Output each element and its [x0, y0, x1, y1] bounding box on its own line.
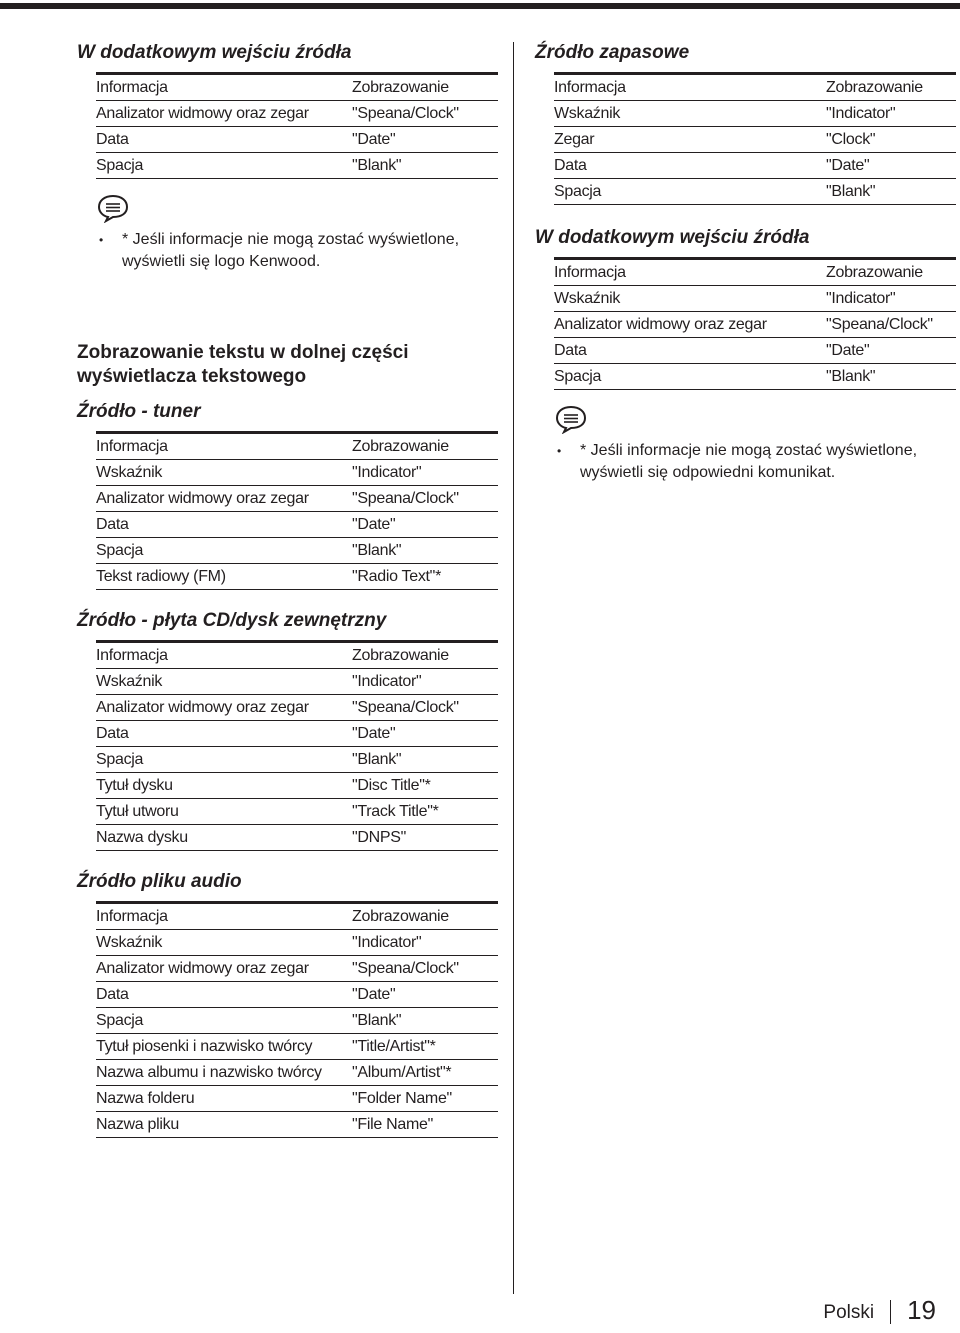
info-cell: Spacja: [96, 1008, 352, 1034]
table-aux-right: [554, 257, 956, 390]
table-row: [96, 773, 498, 799]
display-cell: "Date": [826, 153, 956, 179]
info-cell: Data: [96, 982, 352, 1008]
display-cell: "Blank": [826, 179, 956, 205]
display-cell: "Title/Artist"*: [352, 1034, 498, 1060]
info-cell: Analizator widmowy oraz zegar: [96, 486, 352, 512]
table-row: [96, 564, 498, 590]
section-title-tuner: Źródło - tuner: [77, 401, 201, 422]
info-cell: Spacja: [96, 747, 352, 773]
column-header-information: Informacja: [554, 259, 826, 286]
info-cell: Analizator widmowy oraz zegar: [96, 101, 352, 127]
table-aux: [96, 72, 498, 179]
note-item: [96, 229, 498, 273]
table-row: [96, 153, 498, 179]
table-header-row: [554, 74, 956, 101]
display-cell: "DNPS": [352, 825, 498, 851]
column-header-display: Zobrazowanie: [352, 903, 498, 930]
bullet: •: [99, 233, 104, 247]
info-cell: Data: [554, 153, 826, 179]
table-row: [96, 1008, 498, 1034]
display-cell: "Indicator": [826, 286, 956, 312]
table-row: [96, 1034, 498, 1060]
info-cell: Tytuł dysku: [96, 773, 352, 799]
note-icon: [554, 404, 588, 434]
table-row: [96, 538, 498, 564]
column-header-information: Informacja: [554, 74, 826, 101]
note-text: * Jeśli informacje nie mogą zostać wyświetlone, wyświetli się odpowiedni komunikat.: [580, 442, 918, 481]
display-cell: "Speana/Clock": [826, 312, 956, 338]
table-row: [96, 669, 498, 695]
info-cell: Zegar: [554, 127, 826, 153]
info-cell: Analizator widmowy oraz zegar: [96, 695, 352, 721]
info-cell: Nazwa albumu i nazwisko twórcy: [96, 1060, 352, 1086]
table-row: [96, 1086, 498, 1112]
display-cell: "Track Title"*: [352, 799, 498, 825]
note-item: [554, 440, 956, 484]
table-row: [96, 695, 498, 721]
table-row: [96, 930, 498, 956]
display-cell: "Indicator": [352, 669, 498, 695]
column-header-display: Zobrazowanie: [352, 74, 498, 101]
info-cell: Tekst radiowy (FM): [96, 564, 352, 590]
info-cell: Data: [96, 721, 352, 747]
column-header-information: Informacja: [96, 433, 352, 460]
column-header-information: Informacja: [96, 642, 352, 669]
table-row: [96, 512, 498, 538]
table-row: [554, 312, 956, 338]
table-row: [554, 364, 956, 390]
table-cd: [96, 640, 498, 851]
page-footer: [823, 1294, 936, 1324]
table-header-row: [96, 903, 498, 930]
display-cell: "Indicator": [826, 101, 956, 127]
info-cell: Wskaźnik: [96, 669, 352, 695]
display-cell: "Blank": [352, 153, 498, 179]
info-cell: Data: [554, 338, 826, 364]
info-cell: Data: [96, 127, 352, 153]
display-cell: "Speana/Clock": [352, 695, 498, 721]
section-title-cd: Źródło - płyta CD/dysk zewnętrzny: [77, 610, 387, 631]
info-cell: Wskaźnik: [554, 286, 826, 312]
section-title-audio-file: Źródło pliku audio: [77, 871, 242, 892]
section-heading: Zobrazowanie tekstu w dolnej części wyświetlacza tekstowego: [77, 342, 409, 387]
note-aux: [96, 193, 498, 273]
display-cell: "File Name": [352, 1112, 498, 1138]
footer-separator: [890, 1300, 891, 1324]
display-cell: "Blank": [352, 538, 498, 564]
table-row: [554, 127, 956, 153]
right-column: [535, 40, 956, 484]
display-cell: "Date": [352, 127, 498, 153]
display-cell: "Speana/Clock": [352, 101, 498, 127]
note-text: * Jeśli informacje nie mogą zostać wyświetlone, wyświetli się logo Kenwood.: [122, 231, 460, 270]
top-rule: [0, 3, 960, 9]
display-cell: "Folder Name": [352, 1086, 498, 1112]
column-header-information: Informacja: [96, 74, 352, 101]
info-cell: Tytuł utworu: [96, 799, 352, 825]
column-header-display: Zobrazowanie: [826, 259, 956, 286]
info-cell: Nazwa pliku: [96, 1112, 352, 1138]
column-header-display: Zobrazowanie: [352, 642, 498, 669]
table-row: [554, 338, 956, 364]
info-cell: Nazwa dysku: [96, 825, 352, 851]
table-row: [96, 956, 498, 982]
info-cell: Spacja: [554, 179, 826, 205]
table-row: [554, 101, 956, 127]
display-cell: "Indicator": [352, 460, 498, 486]
section-title-standby: Źródło zapasowe: [535, 42, 690, 63]
table-audio-file: [96, 901, 498, 1138]
display-cell: "Radio Text"*: [352, 564, 498, 590]
display-cell: "Blank": [352, 1008, 498, 1034]
section-title-aux: W dodatkowym wejściu źródła: [77, 42, 352, 63]
table-header-row: [96, 642, 498, 669]
table-header-row: [96, 433, 498, 460]
table-row: [96, 747, 498, 773]
table-row: [554, 179, 956, 205]
table-row: [96, 486, 498, 512]
display-cell: "Blank": [352, 747, 498, 773]
info-cell: Wskaźnik: [554, 101, 826, 127]
info-cell: Wskaźnik: [96, 930, 352, 956]
table-row: [554, 153, 956, 179]
display-cell: "Disc Title"*: [352, 773, 498, 799]
display-cell: "Album/Artist"*: [352, 1060, 498, 1086]
section-title-aux-right: W dodatkowym wejściu źródła: [535, 227, 810, 248]
table-row: [96, 101, 498, 127]
column-header-display: Zobrazowanie: [826, 74, 956, 101]
bullet: •: [557, 444, 562, 458]
table-row: [96, 982, 498, 1008]
display-cell: "Clock": [826, 127, 956, 153]
table-row: [96, 825, 498, 851]
display-cell: "Date": [826, 338, 956, 364]
info-cell: Spacja: [554, 364, 826, 390]
table-tuner: [96, 431, 498, 590]
table-row: [96, 127, 498, 153]
info-cell: Spacja: [96, 538, 352, 564]
table-row: [554, 286, 956, 312]
table-row: [96, 1112, 498, 1138]
table-row: [96, 1060, 498, 1086]
table-row: [96, 460, 498, 486]
info-cell: Analizator widmowy oraz zegar: [96, 956, 352, 982]
column-divider: [513, 42, 514, 1294]
left-column: [77, 40, 498, 1138]
display-cell: "Indicator": [352, 930, 498, 956]
info-cell: Analizator widmowy oraz zegar: [554, 312, 826, 338]
table-row: [96, 721, 498, 747]
info-cell: Data: [96, 512, 352, 538]
display-cell: "Date": [352, 512, 498, 538]
display-cell: "Speana/Clock": [352, 486, 498, 512]
display-cell: "Blank": [826, 364, 956, 390]
footer-language: Polski: [823, 1302, 875, 1323]
display-cell: "Date": [352, 982, 498, 1008]
info-cell: Wskaźnik: [96, 460, 352, 486]
display-cell: "Date": [352, 721, 498, 747]
table-header-row: [96, 74, 498, 101]
info-cell: Tytuł piosenki i nazwisko twórcy: [96, 1034, 352, 1060]
page-number: 19: [907, 1295, 936, 1325]
note-aux-right: [554, 404, 956, 484]
column-header-information: Informacja: [96, 903, 352, 930]
table-standby: [554, 72, 956, 205]
table-row: [96, 799, 498, 825]
info-cell: Nazwa folderu: [96, 1086, 352, 1112]
table-header-row: [554, 259, 956, 286]
note-icon: [96, 193, 130, 223]
column-header-display: Zobrazowanie: [352, 433, 498, 460]
display-cell: "Speana/Clock": [352, 956, 498, 982]
info-cell: Spacja: [96, 153, 352, 179]
